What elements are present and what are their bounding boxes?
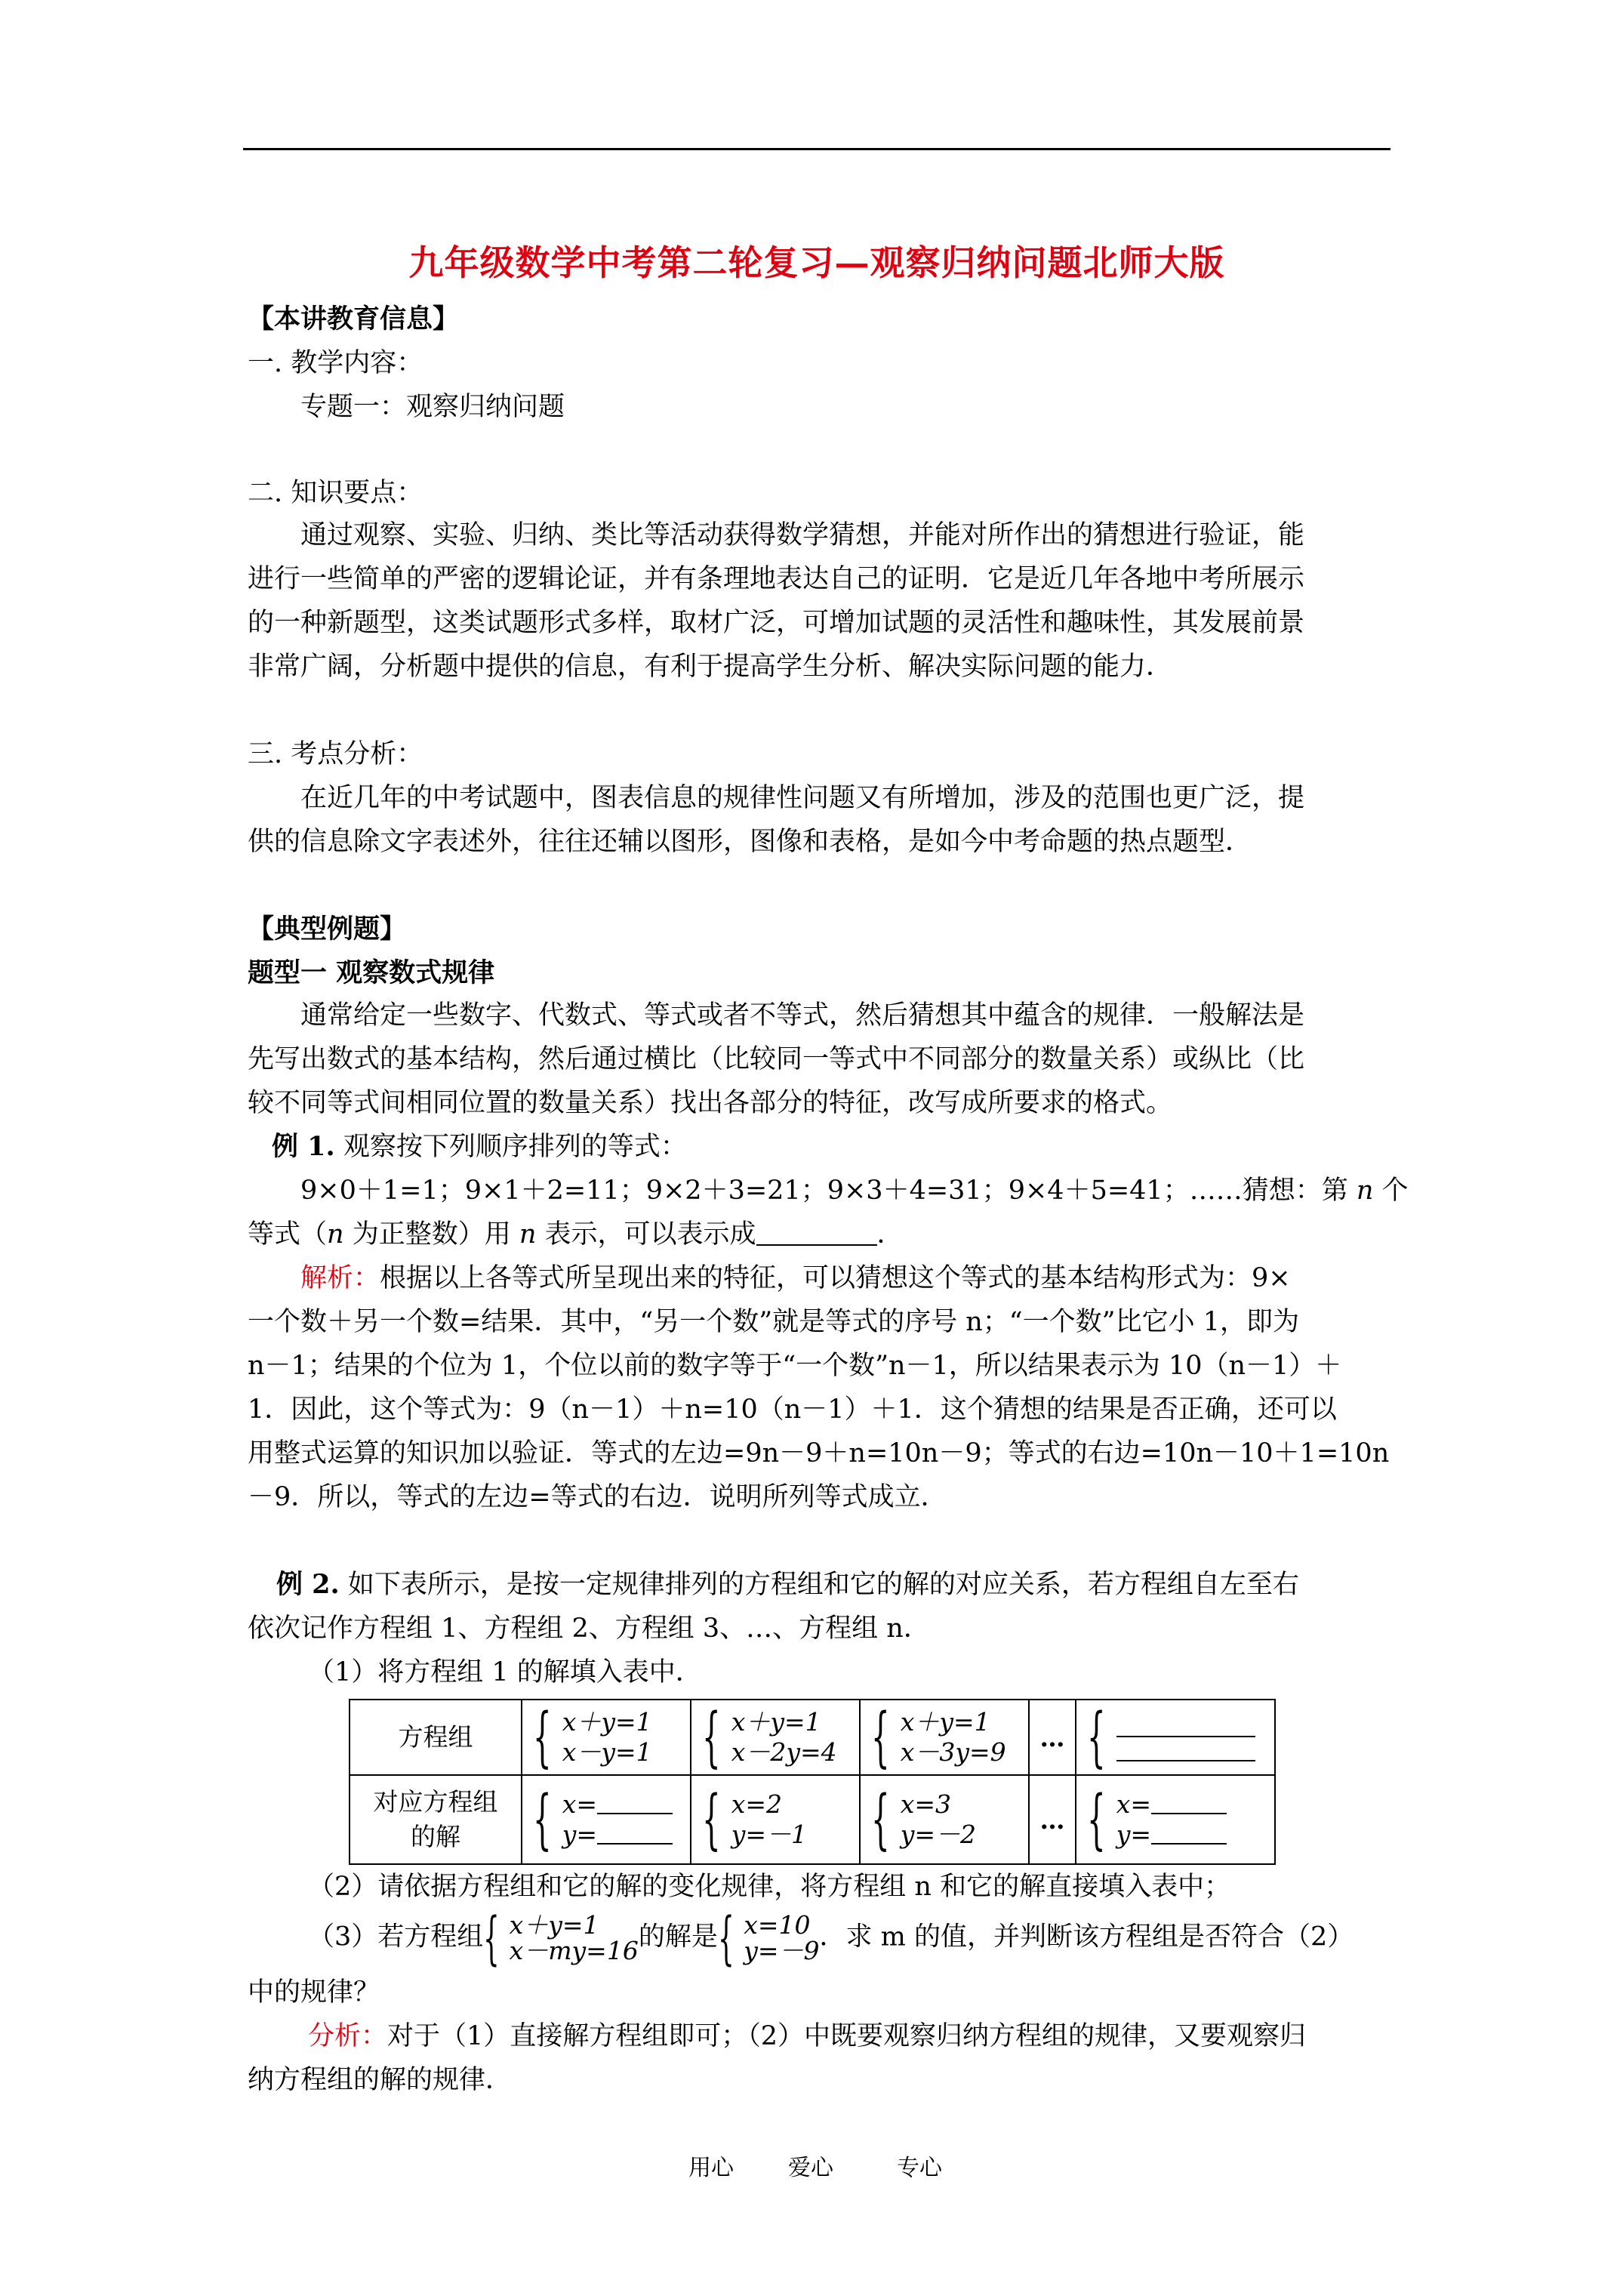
answer-blank[interactable]	[1151, 1823, 1227, 1845]
brace-icon: {	[1087, 1782, 1106, 1857]
section-info-heading: 【本讲教育信息】	[248, 304, 460, 334]
system-cell: { x＋y=1 x－y=1	[522, 1700, 691, 1775]
equation-table	[349, 1699, 1276, 1865]
examples-heading: 【典型例题】	[248, 914, 407, 945]
analysis-line: n－1；结果的个位为 1，个位以前的数字等于“一个数”n－1，所以结果表示为 10（n－1）＋	[248, 1351, 1342, 1381]
table-row	[350, 1700, 1275, 1775]
system-cell: { x＋y=1 x－3y=9	[860, 1700, 1029, 1775]
solution-cell: { x=2 y=－1	[691, 1775, 860, 1864]
s1-heading: 一. 教学内容：	[248, 348, 423, 378]
footer-text: 用心	[688, 2155, 734, 2181]
solution-cell: { x=3 y=－2	[860, 1775, 1029, 1864]
analysis-line: －9．所以，等式的左边=等式的右边．说明所列等式成立．	[248, 1482, 947, 1512]
example2-line: 例 2. 如下表所示，是按一定规律排列的方程组和它的解的对应关系，若方程组自左至右	[276, 1569, 1299, 1600]
s2-line: 通过观察、实验、归纳、类比等活动获得数学猜想，并能对所作出的猜想进行验证，能	[300, 520, 1305, 550]
analysis-line: 纳方程组的解的规律．	[248, 2065, 513, 2095]
answer-blank[interactable]	[1116, 1713, 1255, 1737]
brace-icon: {	[871, 1782, 890, 1857]
brace-icon: {	[483, 1904, 500, 1971]
answer-blank[interactable]	[756, 1222, 877, 1246]
analysis-label: 解析：	[300, 1263, 380, 1293]
analysis-line: 1．因此，这个等式为：9（n－1）＋n=10（n－1）＋1．这个猜想的结果是否正确，还可以	[248, 1395, 1337, 1425]
answer-blank[interactable]	[597, 1793, 673, 1814]
analysis-line: 一个数＋另一个数=结果．其中，“另一个数”就是等式的序号 n；“一个数”比它小 1，即为	[248, 1307, 1299, 1337]
analysis-line: 用整式运算的知识加以验证．等式的左边=9n－9＋n=10n－9；等式的右边=10n－10＋1=10n	[248, 1438, 1390, 1469]
system-n-cell[interactable]	[1076, 1700, 1275, 1775]
s2-line: 非常广阔，分析题中提供的信息，有利于提高学生分析、解决实际问题的能力．	[248, 652, 1173, 682]
example1-text: 观察按下列顺序排列的等式：	[334, 1132, 687, 1162]
example1-question: 等式（n 为正整数）用 n 表示，可以表示成 ．	[248, 1219, 904, 1250]
answer-blank[interactable]	[1116, 1737, 1255, 1761]
solution-n-cell[interactable]: { x= y=	[1076, 1775, 1275, 1864]
document-title: 九年级数学中考第二轮复习—观察归纳问题北师大版	[408, 242, 1225, 283]
solution-cell[interactable]: { x= y=	[522, 1775, 691, 1864]
type1-line: 通常给定一些数字、代数式、等式或者不等式，然后猜想其中蕴含的规律．一般解法是	[300, 1000, 1305, 1031]
example2-q3-cont: 中的规律？	[248, 1977, 380, 2008]
solution-inline: { x=10 y=－9	[717, 1904, 820, 1971]
s2-line: 的一种新题型，这类试题形式多样，取材广泛，可增加试题的灵活性和趣味性，其发展前景	[248, 608, 1305, 638]
s3-line: 供的信息除文字表述外，往往还辅以图形，图像和表格，是如今中考命题的热点题型．	[248, 827, 1252, 857]
row-header: 对应方程组 的解	[350, 1775, 522, 1864]
example1-label: 例 1.	[272, 1131, 335, 1162]
brace-icon: {	[1087, 1700, 1106, 1775]
brace-icon: {	[533, 1700, 552, 1775]
table-row	[350, 1775, 1275, 1864]
example1-analysis: 解析：根据以上各等式所呈现出来的特征，可以猜想这个等式的基本结构形式为：9×	[300, 1263, 1291, 1293]
header-rule	[243, 148, 1390, 150]
brace-icon: {	[702, 1782, 721, 1857]
example1-equations: 9×0＋1=1；9×1＋2=11；9×2＋3=21；9×3＋4=31；9×4＋5=41；……猜想：第 n 个	[300, 1176, 1409, 1206]
ellipsis: …	[1029, 1700, 1076, 1775]
type1-line: 先写出数式的基本结构，然后通过横比（比较同一等式中不同部分的数量关系）或纵比（比	[248, 1044, 1305, 1074]
s3-heading: 三. 考点分析：	[248, 739, 423, 769]
s2-heading: 二. 知识要点：	[248, 478, 423, 508]
brace-icon: {	[533, 1782, 552, 1857]
s3-line: 在近几年的中考试题中，图表信息的规律性问题又有所增加，涉及的范围也更广泛，提	[300, 783, 1305, 813]
example2-q2: （2）请依据方程组和它的解的变化规律，将方程组 n 和它的解直接填入表中；	[308, 1872, 1231, 1902]
system-inline: { x＋y=1 x－my=16	[483, 1904, 639, 1971]
type1-heading: 题型一 观察数式规律	[248, 957, 495, 988]
answer-blank[interactable]	[597, 1823, 673, 1845]
s1-body: 专题一：观察归纳问题	[300, 392, 565, 422]
example2-q3: （3）若方程组 { x＋y=1 x－my=16 的解是 { x=10 y=－9 ．求 m 的值，并判断该方程组是否符合（2）	[308, 1904, 1354, 1971]
example2-q1: （1）将方程组 1 的解填入表中．	[308, 1657, 702, 1687]
system-cell: { x＋y=1 x－2y=4	[691, 1700, 860, 1775]
ellipsis: …	[1029, 1775, 1076, 1864]
example2-analysis: 分析：对于（1）直接解方程组即可；（2）中既要观察归纳方程组的规律，又要观察归	[308, 2021, 1307, 2051]
answer-blank[interactable]	[1151, 1793, 1227, 1814]
s2-line: 进行一些简单的严密的逻辑论证，并有条理地表达自己的证明．它是近几年各地中考所展示	[248, 564, 1305, 594]
example1-intro	[272, 1130, 687, 1164]
brace-icon: {	[871, 1700, 890, 1775]
row-header: 方程组	[350, 1700, 522, 1775]
type1-line: 较不同等式间相同位置的数量关系）找出各部分的特征，改写成所要求的格式。	[248, 1088, 1173, 1118]
footer-text: 专心	[897, 2155, 942, 2181]
brace-icon: {	[717, 1904, 735, 1971]
footer-text: 爱心	[788, 2155, 833, 2181]
example2-label: 例 2.	[276, 1569, 340, 1600]
example2-line: 依次记作方程组 1、方程组 2、方程组 3、…、方程组 n．	[248, 1613, 930, 1644]
brace-icon: {	[702, 1700, 721, 1775]
analysis-label: 分析：	[308, 2021, 388, 2051]
